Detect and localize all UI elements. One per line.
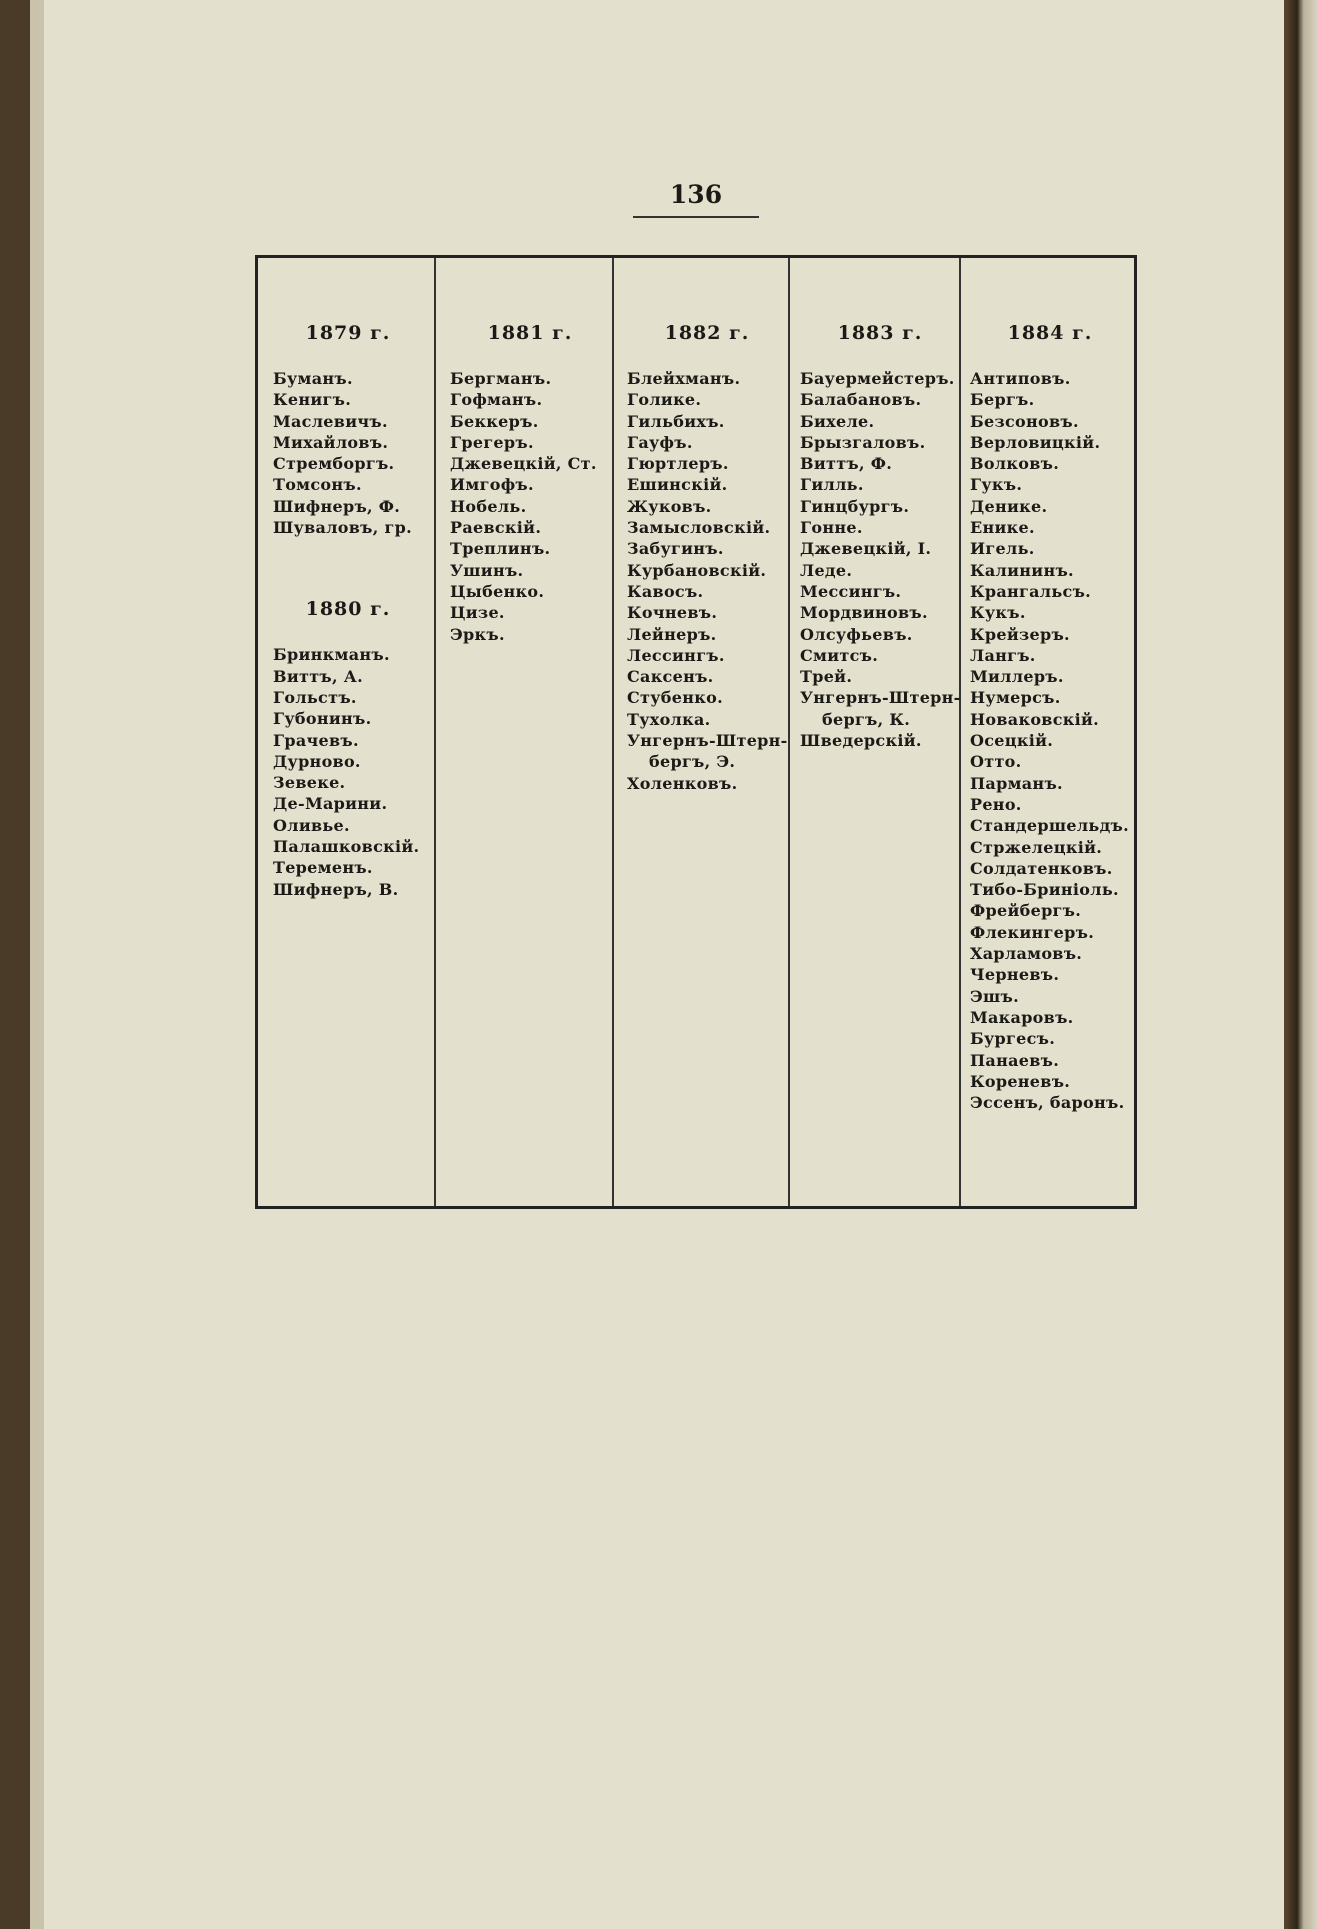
name-entry: Треплинъ. (450, 539, 551, 559)
name-entry: Рено. (970, 794, 1022, 814)
name-entry: Эссенъ, баронъ. (970, 1093, 1125, 1113)
name-entry: Тухолка. (627, 709, 711, 729)
name-entry: Кенигъ. (273, 390, 352, 410)
name-entry: Эркъ. (450, 624, 505, 644)
name-entry: Макаровъ. (970, 1007, 1074, 1027)
name-entry: Мордвиновъ. (800, 603, 928, 623)
name-entry: Бринкманъ. (273, 645, 390, 665)
name-entry: Грачевъ. (273, 730, 359, 750)
column-1882 (627, 322, 787, 794)
name-entry: Джевецкій, Ст. (450, 454, 597, 474)
name-entry: Стремборгъ. (273, 454, 395, 474)
name-entry: Гукъ. (970, 475, 1023, 495)
column-1884 (970, 322, 1130, 1113)
name-entry: Черневъ. (970, 965, 1060, 985)
name-entry: Гилль. (800, 475, 864, 495)
book-right-edge (1284, 0, 1317, 1929)
name-entry: Цыбенко. (450, 581, 545, 601)
name-entry: Ешинскій. (627, 475, 728, 495)
name-entry: Гонне. (800, 518, 863, 538)
name-entry: бергъ, К. (822, 709, 911, 729)
name-list (450, 368, 610, 645)
name-entry: Цизе. (450, 603, 505, 623)
name-list (273, 644, 423, 900)
name-entry: Джевецкій, І. (800, 539, 932, 559)
column-1881 (450, 322, 610, 645)
name-entry: Харламовъ. (970, 944, 1083, 964)
name-entry: Мессингъ. (800, 581, 902, 601)
name-entry: Беккеръ. (450, 411, 539, 431)
name-entry: Курбановскій. (627, 560, 767, 580)
name-entry: Саксенъ. (627, 667, 714, 687)
year-heading: 1879 г. (305, 322, 391, 344)
name-list (800, 368, 960, 751)
name-entry: Забугинъ. (627, 539, 724, 559)
name-entry: Эшъ. (970, 986, 1019, 1006)
name-entry: Игель. (970, 539, 1035, 559)
name-entry: Шведерскій. (800, 731, 922, 751)
name-entry: Оливье. (273, 815, 350, 835)
name-entry: Дурново. (273, 751, 361, 771)
name-entry: Лангъ. (970, 645, 1036, 665)
name-entry: Нумерсъ. (970, 688, 1061, 708)
column-divider (612, 258, 614, 1206)
name-entry: Грегеръ. (450, 432, 534, 452)
name-entry: Кочневъ. (627, 603, 718, 623)
name-entry: Голике. (627, 390, 702, 410)
column-1883 (800, 322, 960, 751)
name-entry: Унгернъ-Штерн- (627, 731, 788, 751)
name-entry: Шифнеръ, Ф. (273, 496, 401, 516)
name-entry: Миллеръ. (970, 667, 1064, 687)
name-entry: Виттъ, А. (273, 666, 363, 686)
year-heading: 1881 г. (487, 322, 573, 344)
name-entry: Лейнеръ. (627, 624, 717, 644)
name-entry: Бергъ. (970, 390, 1035, 410)
page-number: 136 (669, 180, 723, 209)
name-entry: Лессингъ. (627, 645, 725, 665)
name-entry: Кукъ. (970, 603, 1026, 623)
name-entry: Де-Марини. (273, 794, 388, 814)
year-heading: 1882 г. (664, 322, 750, 344)
name-entry: Трей. (800, 667, 853, 687)
name-entry: Теременъ. (273, 858, 373, 878)
name-entry: Парманъ. (970, 773, 1063, 793)
name-entry: Бауермейстеръ. (800, 369, 955, 388)
column-1879-1880 (273, 322, 423, 900)
name-entry: Гольстъ. (273, 687, 357, 707)
year-heading: 1884 г. (1007, 322, 1093, 344)
name-entry: Флекингеръ. (970, 922, 1095, 942)
name-list (970, 368, 1130, 1113)
name-entry: Безсоновъ. (970, 411, 1079, 431)
page-number-rule (633, 216, 759, 218)
name-entry: Новаковскій. (970, 709, 1100, 729)
name-entry: Гильбихъ. (627, 411, 725, 431)
name-entry: Маслевичъ. (273, 411, 388, 431)
name-entry: Ушинъ. (450, 560, 524, 580)
name-entry: Гофманъ. (450, 390, 543, 410)
name-entry: Кореневъ. (970, 1071, 1071, 1091)
name-entry: Палашковскій. (273, 837, 420, 857)
name-entry: Панаевъ. (970, 1050, 1060, 1070)
name-entry: Бургесъ. (970, 1029, 1056, 1049)
name-entry: Гинцбургъ. (800, 496, 910, 516)
name-entry: Раевскій. (450, 518, 542, 538)
name-entry: Верловицкій. (970, 432, 1101, 452)
name-entry: Калининъ. (970, 560, 1074, 580)
name-entry: Волковъ. (970, 454, 1060, 474)
name-entry: Михайловъ. (273, 432, 389, 452)
name-entry: Брызгаловъ. (800, 432, 926, 452)
name-entry: Стандершельдъ. (970, 816, 1129, 836)
name-entry: Стржелецкій. (970, 837, 1103, 857)
name-entry: Нобель. (450, 496, 527, 516)
name-entry: Гюртлеръ. (627, 454, 729, 474)
name-entry: Тибо-Бриніоль. (970, 880, 1119, 900)
book-left-edge (0, 0, 30, 1929)
name-entry: Блейхманъ. (627, 369, 741, 388)
name-entry: Отто. (970, 752, 1022, 772)
name-entry: Виттъ, Ф. (800, 454, 893, 474)
name-entry: Осецкій. (970, 731, 1054, 751)
name-entry: Гауфъ. (627, 432, 693, 452)
name-entry: Крейзеръ. (970, 624, 1070, 644)
year-heading: 1880 г. (305, 598, 391, 621)
name-entry: Деникe. (970, 496, 1048, 516)
name-entry: Стубенко. (627, 688, 723, 708)
name-entry: Солдатенковъ. (970, 858, 1113, 878)
name-entry: Бихеле. (800, 411, 875, 431)
page-gutter-shade (30, 0, 44, 1929)
column-divider (788, 258, 790, 1206)
name-entry: Буманъ. (273, 369, 353, 388)
name-entry: Фрейбергъ. (970, 901, 1082, 921)
name-entry: Замысловскій. (627, 518, 771, 538)
name-entry: Олсуфьевъ. (800, 624, 913, 644)
name-entry: Бергманъ. (450, 369, 552, 388)
name-entry: Жуковъ. (627, 496, 712, 516)
name-entry: Зевеке. (273, 773, 346, 793)
name-entry: Кавосъ. (627, 581, 704, 601)
name-entry: Шифнеръ, В. (273, 879, 399, 899)
name-list (627, 368, 787, 794)
name-list (273, 368, 423, 538)
name-entry: бергъ, Э. (649, 752, 736, 772)
name-entry: Имгофъ. (450, 475, 534, 495)
name-entry: Антиповъ. (970, 369, 1071, 388)
name-entry: Шуваловъ, гр. (273, 518, 412, 538)
column-divider (434, 258, 436, 1206)
name-entry: Смитсъ. (800, 645, 879, 665)
name-entry: Холенковъ. (627, 773, 738, 793)
name-entry: Крангальсъ. (970, 581, 1092, 601)
names-by-year-table (255, 255, 1137, 1209)
name-entry: Губонинъ. (273, 709, 372, 729)
name-entry: Томсонъ. (273, 475, 362, 495)
name-entry: Еникe. (970, 518, 1035, 538)
name-entry: Балабановъ. (800, 390, 922, 410)
name-entry: Унгернъ-Штерн- (800, 688, 961, 708)
name-entry: Леде. (800, 560, 853, 580)
year-heading: 1883 г. (837, 322, 923, 344)
